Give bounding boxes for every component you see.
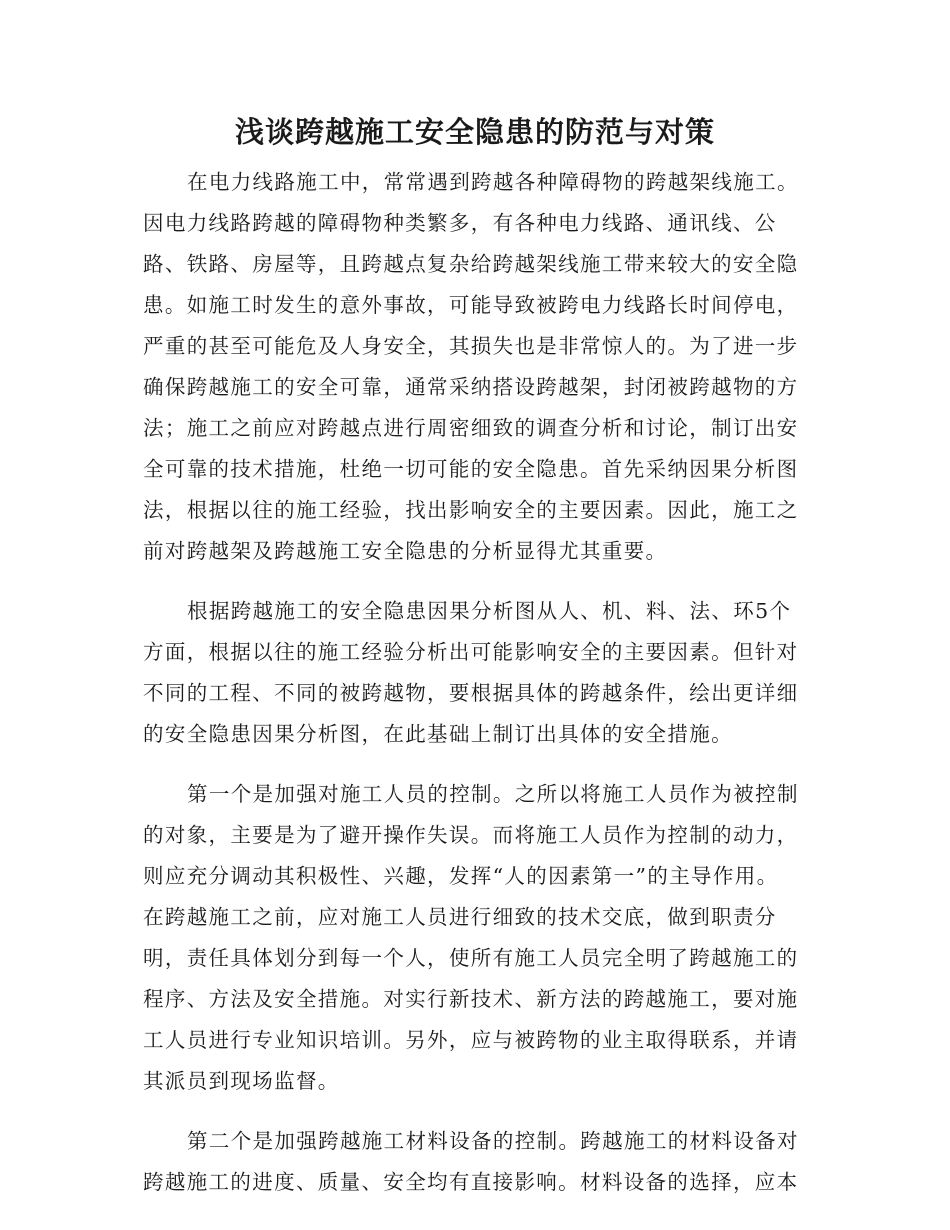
- text-line: 其派员到现场监督。: [143, 1069, 340, 1093]
- text-line: 在跨越施工之前，应对施工人员进行细致的技术交底，做到职责分: [143, 905, 777, 929]
- text-line: 的对象，主要是为了避开操作失误。而将施工人员作为控制的动力，: [143, 823, 799, 847]
- text-line: 前对跨越架及跨越施工安全隐患的分析显得尤其重要。: [143, 539, 668, 563]
- paragraph: [143, 591, 803, 755]
- text-line: 严重的甚至可能危及人身安全，其损失也是非常惊人的。为了进一步: [143, 334, 799, 358]
- text-line: 的安全隐患因果分析图，在此基础上制订出具体的安全措施。: [143, 722, 733, 746]
- text-line: 工人员进行专业知识培训。另外，应与被跨物的业主取得联系，并请: [143, 1028, 799, 1052]
- text-line: 第一个是加强对施工人员的控制。之所以将施工人员作为被控制: [187, 782, 799, 806]
- text-line: 路、铁路、房屋等，且跨越点复杂给跨越架线施工带来较大的安全隐: [143, 252, 799, 276]
- text-line: 不同的工程、不同的被跨越物，要根据具体的跨越条件，绘出更详细: [143, 681, 799, 705]
- text-line: 程序、方法及安全措施。对实行新技术、新方法的跨越施工，要对施: [143, 987, 799, 1011]
- document-title: 浅谈跨越施工安全隐患的防范与对策: [234, 115, 715, 149]
- text-line: 第二个是加强跨越施工材料设备的控制。跨越施工的材料设备对: [187, 1129, 799, 1153]
- paragraph: [143, 1121, 803, 1203]
- document-body: [143, 162, 803, 1222]
- text-line: 全可靠的技术措施，杜绝一切可能的安全隐患。首先采纳因果分析图: [143, 457, 799, 481]
- text-line: 则应充分调动其积极性、兴趣，发挥“人的因素第一”的主导作用。: [143, 864, 779, 888]
- text-line: 法，根据以往的施工经验，找出影响安全的主要因素。因此，施工之: [143, 498, 799, 522]
- paragraph: [143, 774, 803, 1102]
- text-line: 因电力线路跨越的障碍物种类繁多，有各种电力线路、通讯线、公: [143, 211, 777, 235]
- text-line: 在电力线路施工中，常常遇到跨越各种障碍物的跨越架线施工。: [187, 170, 799, 194]
- text-line: 法；施工之前应对跨越点进行周密细致的调查分析和讨论，制订出安: [143, 416, 799, 440]
- text-line: 患。如施工时发生的意外事故，可能导致被跨电力线路长时间停电，: [143, 293, 799, 317]
- paragraph: [143, 162, 803, 572]
- text-line: 明，责任具体划分到每一个人，使所有施工人员完全明了跨越施工的: [143, 946, 799, 970]
- text-line: 跨越施工的进度、质量、安全均有直接影响。材料设备的选择，应本: [143, 1170, 799, 1194]
- text-line: 根据跨越施工的安全隐患因果分析图从人、机、料、法、环5个: [187, 599, 792, 623]
- text-line: 方面，根据以往的施工经验分析出可能影响安全的主要因素。但针对: [143, 640, 799, 664]
- text-line: 确保跨越施工的安全可靠，通常采纳搭设跨越架，封闭被跨越物的方: [143, 375, 799, 399]
